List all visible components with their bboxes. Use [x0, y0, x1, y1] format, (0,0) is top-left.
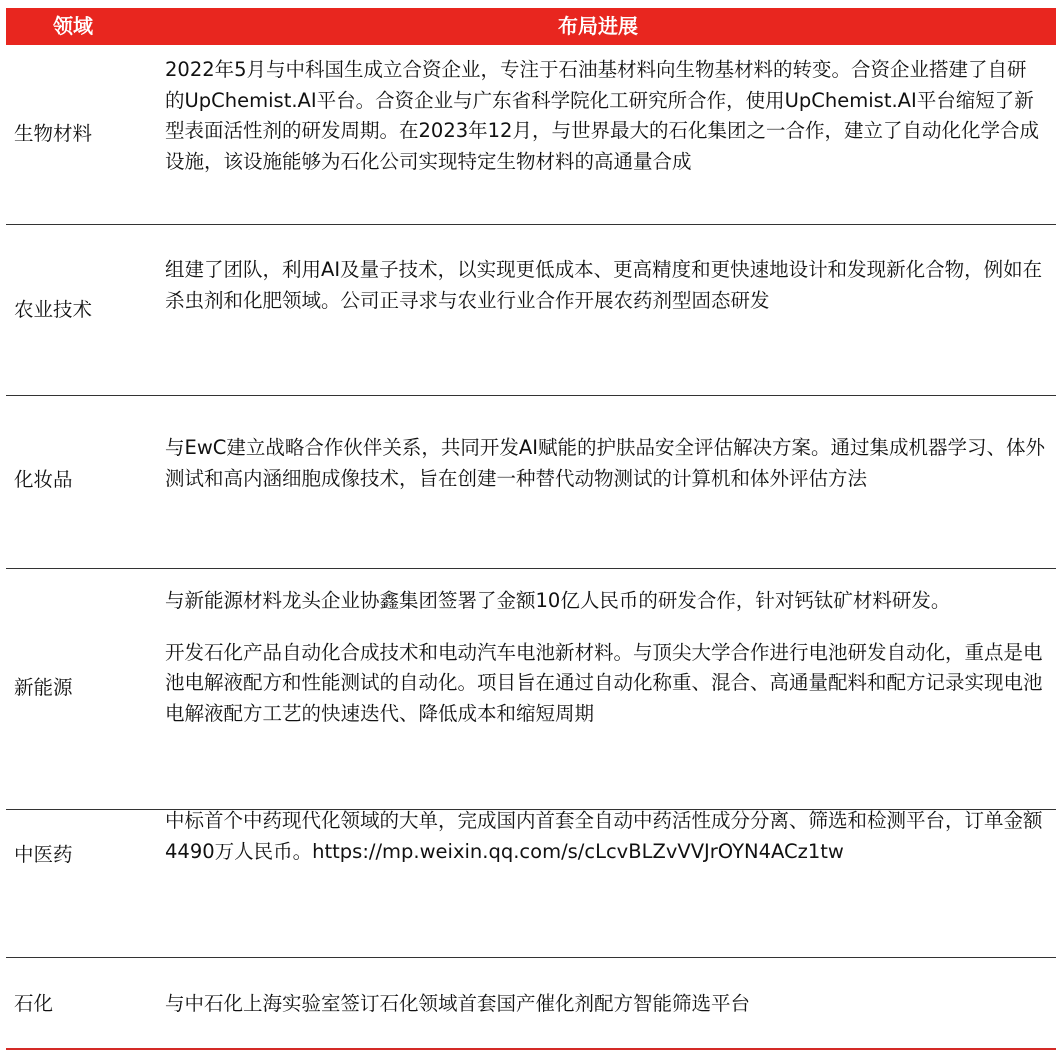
table-row [6, 396, 1056, 569]
progress-paragraph: 中标首个中药现代化领域的大单，完成国内首套全自动中药活性成分分离、筛选和检测平台，订单金额4490万人民币。https://mp.weixin.qq.com/s/cLcvBLZvVVJrOYN4ACz1tw [165, 809, 1043, 863]
row-field: 新能源 [14, 676, 73, 699]
header-progress: 布局进展 [558, 14, 638, 38]
row-progress [165, 433, 1045, 494]
progress-paragraph: 与EwC建立战略合作伙伴关系，共同开发AI赋能的护肤品安全评估解决方案。通过集成机器学习、体外测试和高内涵细胞成像技术，旨在创建一种替代动物测试的计算机和体外评估方法 [165, 436, 1045, 490]
row-field: 化妆品 [14, 468, 73, 491]
progress-table [6, 8, 1056, 1050]
row-progress [165, 586, 1045, 729]
row-progress [165, 989, 1045, 1020]
progress-paragraph: 开发石化产品自动化合成技术和电动汽车电池新材料。与顶尖大学合作进行电池研发自动化，重点是电池电解液配方和性能测试的自动化。项目旨在通过自动化称重、混合、高通量配料和配方记录实现电池电解液配方工艺的快速迭代、降低成本和缩短周期 [165, 640, 1043, 725]
row-progress [165, 55, 1045, 177]
progress-paragraph: 与新能源材料龙头企业协鑫集团签署了金额10亿人民币的研发合作，针对钙钛矿材料研发。 [165, 589, 951, 612]
table-row [6, 569, 1056, 810]
table-row [6, 958, 1056, 1048]
header-field: 领域 [53, 14, 93, 38]
row-progress [165, 806, 1045, 867]
table-header [6, 8, 1056, 45]
progress-paragraph: 组建了团队，利用AI及量子技术，以实现更低成本、更高精度和更快速地设计和发现新化合物，例如在杀虫剂和化肥领域。公司正寻求与农业行业合作开展农药剂型固态研发 [165, 258, 1043, 312]
row-field: 中医药 [14, 843, 73, 866]
table-row [6, 810, 1056, 958]
progress-paragraph: 与中石化上海实验室签订石化领域首套国产催化剂配方智能筛选平台 [165, 992, 751, 1015]
row-field: 石化 [14, 992, 54, 1015]
table-row [6, 45, 1056, 225]
table-row [6, 225, 1056, 396]
row-field: 农业技术 [14, 298, 93, 321]
row-progress [165, 255, 1045, 316]
progress-paragraph: 2022年5月与中科国生成立合资企业，专注于石油基材料向生物基材料的转变。合资企业搭建了自研的UpChemist.AI平台。合资企业与广东省科学院化工研究所合作，使用UpChemist.AI平台缩短了新型表面活性剂的研发周期。在2023年12月，与世界最大的石化集团之一合作，建立了自动化化学合成设施，该设施能够为石化公司实现特定生物材料的高通量合成 [165, 58, 1039, 173]
row-field: 生物材料 [14, 122, 93, 145]
